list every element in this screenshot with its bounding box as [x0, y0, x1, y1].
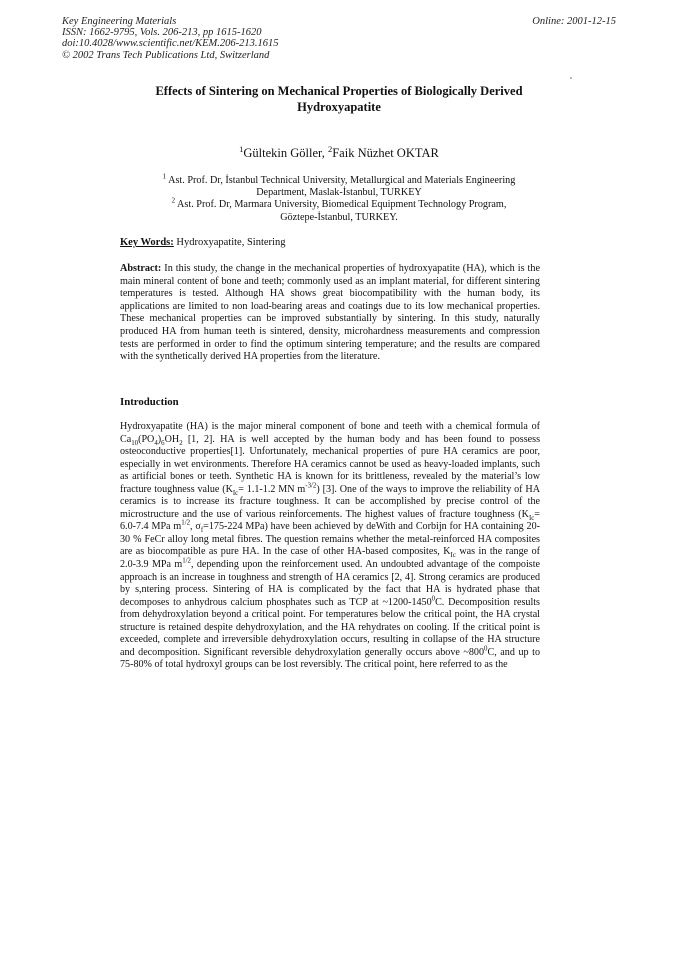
affiliation-2-text: Ast. Prof. Dr, Marmara University, Biomedical Equipment Technology Program,	[175, 199, 507, 211]
affiliation-2-line-2: Göztepe-İstanbul, TURKEY.	[280, 211, 398, 223]
scan-speck	[570, 77, 572, 79]
abstract-label: Abstract:	[120, 263, 162, 274]
keywords-text: Hydroxyapatite, Sintering	[173, 237, 286, 248]
abstract-text: In this study, the change in the mechanical properties of hydroxyapatite (HA), which is the main mineral content of bone and teeth; commonly used as an implant material, for different sintering temperatures is tested. Although HA shows great biocompatibility with the human body, its applications are limited to non load-bearing areas and coatings due to its low mechanical properties. These mechanical properties can be improved substantially by sintering. In this study, naturally produced HA from human teeth is sintered, density, microhardness measurements and compression tests are performed in order to find the optimum sintering temperature; and the results are compared with the synthetically derived HA properties from the literature.	[120, 263, 540, 363]
intro-text: C. Decomposition results from dehydroxylation beyond a critical point. For temperatures below the critical point, the HA crystal structure is retained despite dehydroxylation, and the HA rehydrates on cooling. If the critical point is exceeded, complete and irreversible dehydroxylation occurs, resulting in collapse of the HA structure and decomposition. Significant reversible dehydroxylation generally occurs above ~800	[120, 596, 540, 658]
formula-subscript: 4	[154, 439, 158, 447]
affiliation-1-line-1	[100, 175, 578, 187]
intro-text: )	[157, 433, 162, 445]
issn-line: ISSN: 1662-9795, Vols. 206-213, pp 1615-1620	[62, 27, 262, 39]
introduction-body	[120, 421, 540, 672]
intro-text: [1, 2]. HA is well accepted by the human body and has been found to possess osteoconductive properties[1]. Unfortunately, mechanical properties of pure HA ceramics are poor, especially in wet environments. Therefore HA ceramics cannot be used as heavy-loaded implants, such as artificial bones or teeth. Synthetic HA is known for its brittleness, revealed by the material’s low fracture toughness value (K	[120, 433, 540, 495]
affiliation-2-marker: 2	[171, 198, 176, 206]
abstract	[120, 263, 540, 364]
unit-superscript: 1/2	[181, 520, 191, 528]
affiliation-1-text: Ast. Prof. Dr, İstanbul Technical University, Metallurgical and Materials Engineering	[166, 175, 516, 186]
intro-text: was in the range of 2.0-3.9 MPa m	[120, 546, 540, 571]
copyright-line: © 2002 Trans Tech Publications Ltd, Switzerland	[62, 49, 270, 61]
online-date: Online: 2001-12-15	[532, 16, 616, 27]
doi-line[interactable]: doi:10.4028/www.scientific.net/KEM.206-213.1615	[62, 38, 279, 50]
formula-subscript: 2	[179, 439, 183, 447]
unit-superscript: -3/2	[305, 482, 317, 490]
author-2-affil-marker: 2	[327, 143, 333, 154]
title-line-1: Effects of Sintering on Mechanical Properties of Biologically Derived	[155, 84, 523, 98]
formula-subscript: 10	[131, 439, 139, 447]
affiliations	[100, 175, 578, 224]
intro-text: C, and up to 75-80% of total hydroxyl groups can be lost reversibly. The critical point, here referred to as the	[120, 646, 540, 671]
kic-subscript: Ic	[528, 514, 535, 522]
intro-text: =175-224 MPa) have been achieved by deWith and Corbijn for HA containing 20-30 % FeCr alloy long metal fibres. The question remains whether the metal-reinforced HA composites are as biocompatible as pure HA. In the case of other HA-based composites, K	[120, 521, 540, 558]
affiliation-1-line-2: Department, Maslak-İstanbul, TURKEY	[256, 187, 422, 199]
intro-text: = 6.0-7.4 MPa m	[120, 508, 540, 533]
journal-name: Key Engineering Materials	[62, 16, 177, 27]
author-1-name: Gültekin Göller,	[243, 146, 328, 160]
kic-subscript: Ic	[450, 552, 456, 560]
keywords-label: Key Words:	[120, 237, 174, 248]
intro-text: ) [3]. One of the ways to improve the reliability of HA ceramics is to increase its fracture toughness. It can be accomplished by precise control of the microstructure and the use of various reinforcements. The highest values of fracture toughness (K	[120, 483, 540, 520]
kic-subscript: Ic	[232, 489, 239, 497]
formula-subscript: 6	[161, 439, 165, 447]
intro-text: Hydroxyapatite (HA) is the major mineral component of bone and teeth with a chemical formula of Ca	[120, 421, 540, 445]
keywords	[120, 237, 285, 248]
sigma-subscript: f	[200, 527, 204, 535]
section-heading-introduction: Introduction	[120, 396, 179, 408]
author-2-name: Faik Nüzhet OKTAR	[332, 146, 439, 160]
degree-superscript: 0	[431, 595, 436, 603]
intro-text: , depending upon the reinforcement used. An undoubted advantage of the compoiste approach is an increase in toughness and strength of HA ceramics [2, 4]. Strong ceramics are produced by s,ntering process. Sintering of HA is complicated by the fact that HA is hydrated phase that decomposes to anhydrous calcium phosphates such as TCP at ~1200-1450	[120, 559, 540, 608]
paper-title	[100, 84, 578, 115]
author-list	[100, 143, 578, 161]
intro-text: OH	[164, 433, 180, 445]
journal-header	[62, 16, 279, 61]
intro-text: , σ	[190, 521, 201, 533]
unit-superscript: 1/2	[182, 557, 191, 565]
intro-text: (PO	[138, 433, 155, 445]
intro-text: = 1.1-1.2 MN m	[238, 483, 306, 495]
title-line-2: Hydroxyapatite	[297, 99, 381, 114]
author-1-affil-marker: 1	[239, 143, 244, 154]
degree-superscript: 0	[484, 645, 488, 653]
affiliation-1-marker: 1	[162, 173, 167, 181]
affiliation-2-line-1	[100, 199, 578, 211]
